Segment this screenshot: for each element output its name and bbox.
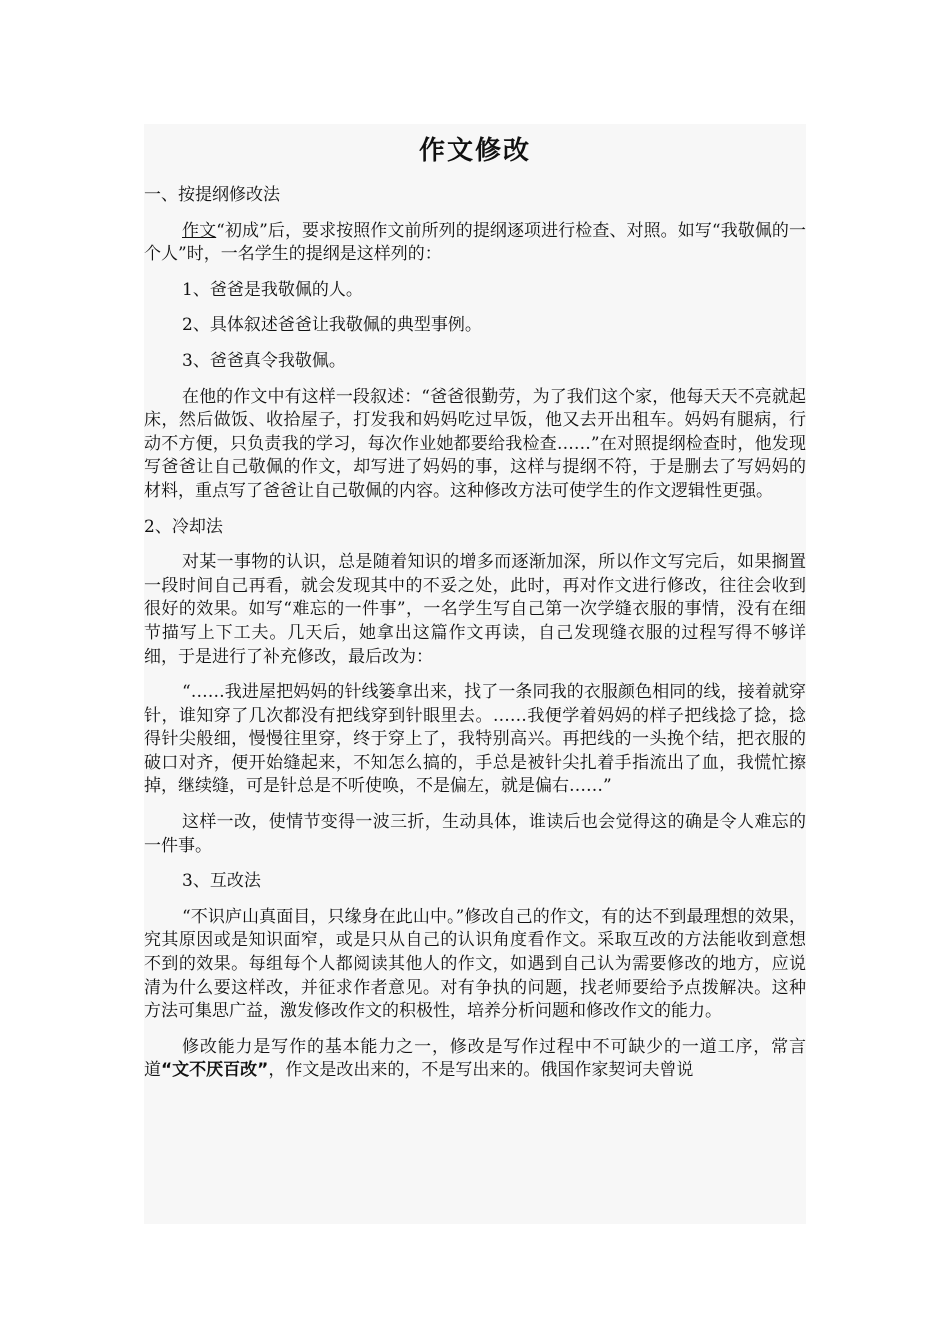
section2-quote: “……我进屋把妈妈的针线篓拿出来，找了一条同我的衣服颜色相同的线，接着就穿针，谁知穿了几次都没有把线穿到针眼里去。……我便学着妈妈的样子把线捻了捻，捻得针尖般细，慢慢往里穿，终于穿上了，我特别高兴。再把线的一头挽个结，把衣服的破口对齐，便开始缝起来，不知怎么搞的，手总是被针尖扎着手指流出了血，我慌忙擦掉，继续缝，可是针总是不听使唤，不是偏左，就是偏右……” — [144, 682, 806, 797]
outline-item-2: 2、具体叙述爸爸让我敬佩的典型事例。 — [182, 315, 482, 336]
composition-link[interactable]: 作文 — [182, 220, 217, 241]
section-heading-cooling-method: 2、冷却法 — [144, 516, 223, 537]
closing-paragraph — [144, 1036, 806, 1083]
document-title: 作文修改 — [418, 136, 531, 166]
closing-quote-bold: “文不厌百改” — [161, 1060, 269, 1081]
section1-paragraph: 在他的作文中有这样一段叙述：“爸爸很勤劳，为了我们这个家，他每天天不亮就起床，然后做饭、收拾屋子，打发我和妈妈吃过早饭，他又去开出租车。妈妈有腿病，行动不方便，只负责我的学习，每次作业她都要给我检查……”在对照提纲检查时，他发现写爸爸让自己敬佩的作文，却写进了妈妈的事，这样与提纲不符，于是删去了写妈妈的材料，重点写了爸爸让自己敬佩的内容。这种修改方法可使学生的作文逻辑性更强。 — [144, 386, 806, 501]
section3-paragraph: “不识庐山真面目，只缘身在此山中。”修改自己的作文，有的达不到最理想的效果，究其原因或是知识面窄，或是只从自己的认识角度看作文。采取互改的方法能收到意想不到的效果。每组每个人都阅读其他人的作文，如遇到自己认为需要修改的地方，应说清为什么要这样改，并征求作者意见。对有争执的问题，找老师要给予点拨解决。这种方法可集思广益，激发修改作文的积极性，培养分析问题和修改作文的能力。 — [144, 906, 806, 1022]
outline-item-3: 3、爸爸真令我敬佩。 — [182, 350, 346, 371]
section2-conclusion: 这样一改，使情节变得一波三折，生动具体，谁读后也会觉得这的确是令人难忘的一件事。 — [144, 812, 806, 856]
closing-text-1: 修改能力是写作的基本能力之一，修改是写作过程中不可缺少的一道工序，常言道 — [144, 1036, 806, 1081]
outline-item-1: 1、爸爸是我敬佩的人。 — [182, 279, 363, 300]
section-heading-peer-review-method: 3、互改法 — [182, 871, 261, 892]
closing-text-2: ，作文是改出来的，不是写出来的。俄国作家契诃夫曾说 — [268, 1060, 694, 1081]
document-page — [144, 124, 806, 1224]
section1-intro — [144, 220, 806, 267]
section-heading-outline-method: 一、按提纲修改法 — [144, 185, 280, 205]
section2-paragraph: 对某一事物的认识，总是随着知识的增多而逐渐加深，所以作文写完后，如果搁置一段时间自己再看，就会发现其中的不妥之处，此时，再对作文进行修改，往往会收到很好的效果。如写“难忘的一件事”，一名学生写自己第一次学缝衣服的事情，没有在细节描写上下工夫。几天后，她拿出这篇作文再读，自己发现缝衣服的过程写得不够详细，于是进行了补充修改，最后改为： — [144, 552, 806, 667]
section1-intro-text: “初成”后，要求按照作文前所列的提纲逐项进行检查、对照。如写“我敬佩的一个人”时，一名学生的提纲是这样列的： — [144, 220, 806, 265]
